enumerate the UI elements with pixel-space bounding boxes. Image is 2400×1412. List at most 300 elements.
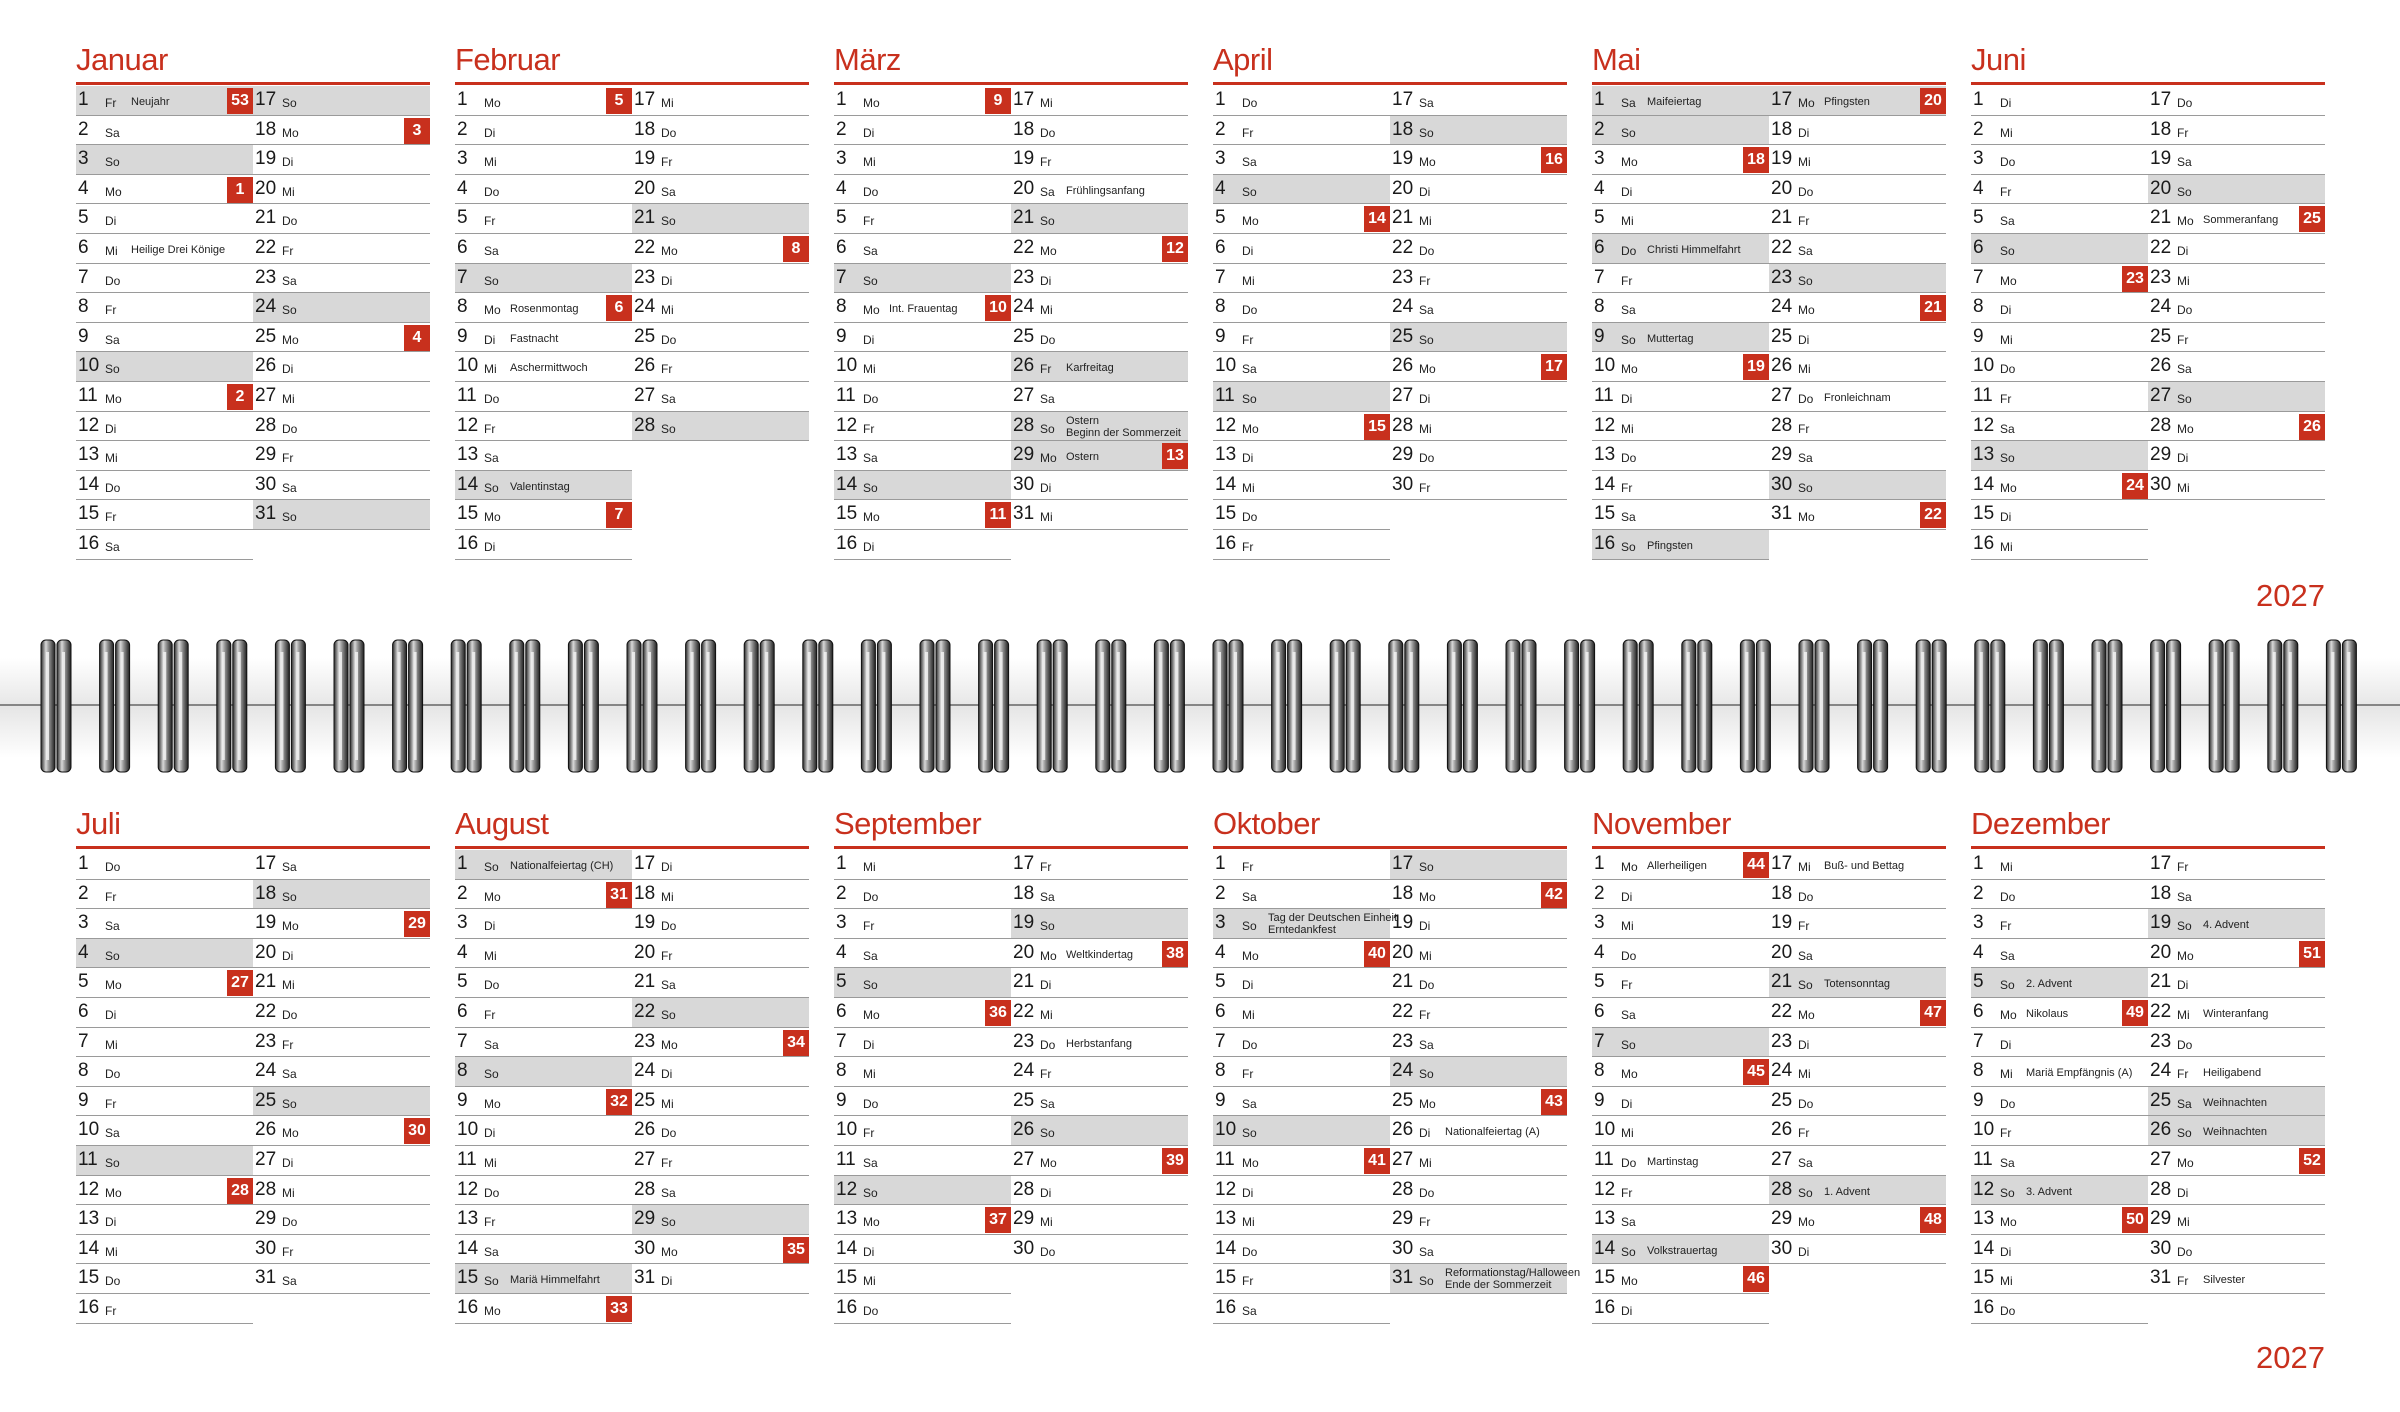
day-number: 16 — [836, 532, 858, 554]
day-row[interactable] — [632, 1028, 809, 1058]
day-number: 20 — [2150, 941, 2172, 963]
day-row[interactable] — [1592, 968, 1769, 998]
day-row[interactable] — [1011, 968, 1188, 998]
day-row[interactable] — [253, 1264, 430, 1294]
weekday: Do — [661, 332, 677, 347]
day-row[interactable] — [834, 1264, 1011, 1294]
week-number-badge: 42 — [1541, 882, 1567, 908]
weekday: Mo — [2000, 480, 2017, 495]
weekday: So — [863, 273, 878, 288]
day-row[interactable] — [76, 998, 253, 1028]
day-row[interactable] — [253, 1176, 430, 1206]
day-number: 28 — [1013, 414, 1035, 436]
weekday: Di — [282, 155, 294, 170]
day-row[interactable] — [76, 1116, 253, 1146]
day-row[interactable] — [253, 1235, 430, 1265]
day-number: 8 — [1973, 1060, 1984, 1082]
day-row[interactable] — [253, 1057, 430, 1087]
day-row[interactable] — [1390, 1176, 1567, 1206]
week-number-badge: 1 — [227, 177, 253, 203]
day-row[interactable] — [1971, 1264, 2148, 1294]
day-row[interactable] — [1213, 1205, 1390, 1235]
day-row[interactable] — [1592, 1235, 1769, 1265]
day-row[interactable] — [76, 1264, 253, 1294]
day-row[interactable] — [834, 850, 1011, 880]
day-row[interactable] — [1592, 850, 1769, 880]
day-row[interactable] — [1011, 1146, 1188, 1176]
day-number: 1 — [1215, 853, 1226, 874]
day-row[interactable] — [253, 1146, 430, 1176]
weekday: Fr — [2000, 184, 2012, 199]
day-number: 22 — [255, 236, 277, 258]
day-row[interactable] — [1592, 1294, 1769, 1324]
day-row[interactable] — [834, 1176, 1011, 1206]
day-row[interactable] — [1971, 1087, 2148, 1117]
day-row[interactable] — [1592, 1087, 1769, 1117]
day-number: 20 — [634, 941, 656, 963]
weekday: So — [1242, 919, 1257, 934]
day-row[interactable] — [2148, 1235, 2325, 1265]
weekday: Fr — [2177, 860, 2189, 874]
day-row[interactable] — [1390, 1087, 1567, 1117]
day-row[interactable] — [632, 850, 809, 880]
day-row[interactable] — [834, 1116, 1011, 1146]
day-row[interactable] — [455, 1087, 632, 1117]
week-number-badge: 21 — [1920, 295, 1946, 321]
weekday: So — [2177, 1126, 2192, 1141]
holiday-line-1: Weihnachten — [2203, 1096, 2268, 1109]
day-row[interactable] — [253, 998, 430, 1028]
weekday: Sa — [863, 948, 878, 963]
day-row[interactable] — [1971, 850, 2148, 880]
day-number: 23 — [255, 266, 277, 288]
day-row[interactable] — [1971, 880, 2148, 910]
day-row[interactable] — [76, 1087, 253, 1117]
day-number: 10 — [836, 355, 858, 377]
day-row[interactable] — [2148, 1205, 2325, 1235]
day-row[interactable] — [76, 968, 253, 998]
weekday: Di — [1242, 978, 1254, 993]
day-row[interactable] — [834, 880, 1011, 910]
day-row[interactable] — [1769, 1087, 1946, 1117]
day-row[interactable] — [455, 998, 632, 1028]
day-row[interactable] — [455, 968, 632, 998]
day-row[interactable] — [1769, 1176, 1946, 1206]
day-number: 4 — [836, 177, 847, 199]
day-row[interactable] — [1592, 1146, 1769, 1176]
day-row[interactable] — [76, 939, 253, 969]
day-row[interactable] — [632, 998, 809, 1028]
day-row[interactable] — [1011, 1235, 1188, 1265]
day-row[interactable] — [1592, 880, 1769, 910]
day-number: 1 — [1215, 89, 1226, 110]
day-row[interactable] — [1769, 850, 1946, 880]
day-row[interactable] — [253, 1116, 430, 1146]
day-row[interactable] — [1769, 1057, 1946, 1087]
day-row[interactable] — [253, 939, 430, 969]
week-number-badge: 36 — [985, 1000, 1011, 1026]
weekday: Do — [1798, 184, 1814, 199]
day-row[interactable] — [2148, 968, 2325, 998]
day-row[interactable] — [76, 1205, 253, 1235]
day-row[interactable] — [632, 880, 809, 910]
day-row[interactable] — [1971, 1028, 2148, 1058]
week-number-badge: 38 — [1162, 941, 1188, 967]
day-row[interactable] — [253, 1028, 430, 1058]
day-row[interactable] — [2148, 1146, 2325, 1176]
weekday: Di — [661, 273, 673, 288]
year-label-top: 2027 — [2256, 578, 2325, 613]
day-number: 5 — [1215, 971, 1226, 993]
weekday: Mo — [1798, 303, 1815, 318]
day-row[interactable] — [1390, 1116, 1567, 1146]
weekday: Mi — [1242, 1215, 1255, 1230]
day-number: 31 — [1771, 503, 1793, 525]
day-row[interactable] — [632, 1057, 809, 1087]
day-row[interactable] — [632, 1116, 809, 1146]
day-row[interactable] — [455, 1294, 632, 1324]
weekday: Mo — [863, 510, 880, 525]
day-row[interactable] — [1011, 939, 1188, 969]
day-number: 22 — [1392, 1000, 1414, 1022]
day-row[interactable] — [1592, 1057, 1769, 1087]
day-row[interactable] — [1769, 909, 1946, 939]
day-number: 5 — [1594, 207, 1605, 229]
holiday-label — [1066, 949, 1133, 961]
week-number-badge: 32 — [606, 1089, 632, 1115]
day-row[interactable] — [1592, 1116, 1769, 1146]
day-row[interactable] — [1011, 850, 1188, 880]
day-row[interactable] — [632, 1264, 809, 1294]
day-row[interactable] — [76, 1176, 253, 1206]
day-row[interactable] — [76, 1028, 253, 1058]
week-number-badge: 6 — [606, 295, 632, 321]
day-row[interactable] — [1213, 1087, 1390, 1117]
day-row[interactable] — [1769, 998, 1946, 1028]
day-row[interactable] — [1971, 1116, 2148, 1146]
day-row[interactable] — [1769, 1028, 1946, 1058]
day-column-1 — [834, 850, 1011, 1324]
day-row[interactable] — [1971, 939, 2148, 969]
day-row[interactable] — [2148, 1176, 2325, 1206]
day-row[interactable] — [1213, 968, 1390, 998]
day-row[interactable] — [253, 909, 430, 939]
day-row[interactable] — [1213, 1057, 1390, 1087]
day-row[interactable] — [1971, 1205, 2148, 1235]
weekday: Mi — [2000, 332, 2013, 347]
day-row[interactable] — [1011, 909, 1188, 939]
week-number-badge: 22 — [1920, 502, 1946, 528]
day-row[interactable] — [455, 1205, 632, 1235]
day-number: 20 — [1771, 941, 1793, 963]
day-number: 29 — [1013, 444, 1035, 466]
weekday: Sa — [1242, 362, 1257, 377]
day-row[interactable] — [1769, 1205, 1946, 1235]
day-row[interactable] — [1971, 909, 2148, 939]
weekday: Di — [282, 362, 294, 377]
day-row[interactable] — [455, 1176, 632, 1206]
day-row[interactable] — [2148, 909, 2325, 939]
day-number: 9 — [1594, 325, 1605, 347]
day-row[interactable] — [1971, 998, 2148, 1028]
weekday: Do — [2000, 1303, 2016, 1318]
weekday: Mi — [1040, 96, 1053, 110]
day-row[interactable] — [1213, 1264, 1390, 1294]
day-row[interactable] — [834, 998, 1011, 1028]
day-row[interactable] — [1971, 1146, 2148, 1176]
day-row[interactable] — [455, 1235, 632, 1265]
weekday: Di — [1242, 451, 1254, 466]
holiday-line-1: Christi Himmelfahrt — [1647, 243, 1741, 256]
day-row[interactable] — [2148, 998, 2325, 1028]
day-number: 19 — [255, 148, 277, 170]
weekday: Fr — [105, 510, 117, 525]
day-number: 13 — [1215, 444, 1237, 466]
week-number-badge: 9 — [985, 88, 1011, 114]
weekday: Di — [1242, 243, 1254, 258]
day-number: 17 — [255, 89, 277, 110]
weekday: Mi — [2177, 273, 2190, 288]
day-row[interactable] — [1213, 1176, 1390, 1206]
day-row[interactable] — [1592, 998, 1769, 1028]
day-row[interactable] — [1769, 1235, 1946, 1265]
day-row[interactable] — [1971, 1235, 2148, 1265]
day-row[interactable] — [1011, 1087, 1188, 1117]
day-row[interactable] — [2148, 1116, 2325, 1146]
day-number: 9 — [457, 325, 468, 347]
day-row[interactable] — [455, 909, 632, 939]
day-row[interactable] — [1592, 1205, 1769, 1235]
day-row[interactable] — [2148, 1087, 2325, 1117]
day-row[interactable] — [1213, 880, 1390, 910]
day-row[interactable] — [1592, 1264, 1769, 1294]
day-row[interactable] — [253, 1087, 430, 1117]
day-number: 20 — [1013, 177, 1035, 199]
weekday: Do — [1242, 1244, 1258, 1259]
day-row[interactable] — [834, 1087, 1011, 1117]
day-number: 5 — [836, 971, 847, 993]
day-row[interactable] — [253, 880, 430, 910]
day-row[interactable] — [834, 939, 1011, 969]
day-row[interactable] — [834, 1235, 1011, 1265]
day-row[interactable] — [1592, 1028, 1769, 1058]
day-row[interactable] — [455, 1057, 632, 1087]
day-number: 27 — [2150, 1148, 2172, 1170]
day-number: 10 — [1215, 1119, 1237, 1141]
day-row[interactable] — [1592, 909, 1769, 939]
day-row[interactable] — [1011, 1057, 1188, 1087]
weekday: Mi — [2000, 1274, 2013, 1289]
holiday-line-1: Karfreitag — [1066, 362, 1114, 375]
weekday: So — [2000, 243, 2015, 258]
day-number: 24 — [1013, 1060, 1035, 1082]
day-row[interactable] — [1390, 1057, 1567, 1087]
day-row[interactable] — [1390, 909, 1567, 939]
day-row[interactable] — [632, 1087, 809, 1117]
weekday: Do — [484, 184, 500, 199]
day-number: 17 — [1392, 89, 1414, 110]
weekday: Fr — [2177, 1067, 2189, 1082]
day-row[interactable] — [455, 880, 632, 910]
day-row[interactable] — [1971, 968, 2148, 998]
day-row[interactable] — [1971, 1294, 2148, 1324]
day-row[interactable] — [1592, 1176, 1769, 1206]
day-row[interactable] — [1011, 1028, 1188, 1058]
day-row[interactable] — [1011, 1116, 1188, 1146]
day-row[interactable] — [1213, 1028, 1390, 1058]
day-row[interactable] — [632, 1235, 809, 1265]
day-row[interactable] — [1213, 1116, 1390, 1146]
day-row[interactable] — [1390, 880, 1567, 910]
day-row[interactable] — [455, 939, 632, 969]
day-row[interactable] — [632, 1205, 809, 1235]
day-row[interactable] — [834, 909, 1011, 939]
day-number: 24 — [255, 1060, 277, 1082]
day-row[interactable] — [253, 1205, 430, 1235]
day-number: 9 — [1215, 1089, 1226, 1111]
day-row[interactable] — [1390, 939, 1567, 969]
weekday: Mi — [661, 889, 674, 904]
day-row[interactable] — [1971, 1176, 2148, 1206]
day-row[interactable] — [632, 1146, 809, 1176]
day-number: 2 — [457, 118, 468, 140]
holiday-line-1: Pfingsten — [1647, 539, 1693, 552]
day-row[interactable] — [1390, 968, 1567, 998]
day-number: 14 — [78, 473, 100, 495]
day-row[interactable] — [1011, 1176, 1188, 1206]
day-number: 23 — [1771, 266, 1793, 288]
day-number: 16 — [1215, 532, 1237, 554]
day-number: 24 — [1392, 1060, 1414, 1082]
day-row[interactable] — [1592, 939, 1769, 969]
day-row[interactable] — [1011, 998, 1188, 1028]
week-number-badge: 26 — [2299, 414, 2325, 440]
day-row[interactable] — [1769, 880, 1946, 910]
weekday: Mo — [2000, 1007, 2017, 1022]
weekday: Mo — [1621, 155, 1638, 170]
weekday: So — [1419, 860, 1434, 874]
day-row[interactable] — [1390, 1235, 1567, 1265]
weekday: Fr — [661, 362, 673, 377]
day-row[interactable] — [834, 1294, 1011, 1324]
day-row[interactable] — [455, 850, 632, 880]
day-row[interactable] — [455, 1028, 632, 1058]
day-row[interactable] — [455, 1116, 632, 1146]
weekday: Sa — [1040, 391, 1055, 406]
holiday-label — [1824, 978, 1890, 990]
day-row[interactable] — [834, 1057, 1011, 1087]
week-number-badge: 10 — [985, 295, 1011, 321]
weekday: Mo — [2000, 273, 2017, 288]
holiday-label — [1647, 860, 1707, 872]
day-row[interactable] — [632, 909, 809, 939]
day-row[interactable] — [76, 1057, 253, 1087]
day-row[interactable] — [2148, 939, 2325, 969]
day-row[interactable] — [1011, 880, 1188, 910]
day-row[interactable] — [76, 850, 253, 880]
day-row[interactable] — [1390, 850, 1567, 880]
day-number: 18 — [1392, 882, 1414, 904]
day-row[interactable] — [76, 880, 253, 910]
day-row[interactable] — [253, 850, 430, 880]
weekday: Mo — [1419, 155, 1436, 170]
day-row[interactable] — [632, 1176, 809, 1206]
day-row[interactable] — [632, 968, 809, 998]
day-row[interactable] — [76, 1235, 253, 1265]
holiday-line-1: Maifeiertag — [1647, 96, 1702, 108]
day-number: 5 — [1215, 207, 1226, 229]
day-row[interactable] — [253, 968, 430, 998]
day-row[interactable] — [1213, 1235, 1390, 1265]
day-row[interactable] — [1769, 1116, 1946, 1146]
day-row[interactable] — [1213, 939, 1390, 969]
day-number: 2 — [1215, 882, 1226, 904]
day-row[interactable] — [834, 1146, 1011, 1176]
day-number: 8 — [1215, 296, 1226, 318]
day-row[interactable] — [2148, 1057, 2325, 1087]
day-row[interactable] — [1390, 1028, 1567, 1058]
day-number: 12 — [1215, 414, 1237, 436]
day-row[interactable] — [834, 1205, 1011, 1235]
day-row[interactable] — [2148, 850, 2325, 880]
day-row[interactable] — [2148, 1028, 2325, 1058]
day-row[interactable] — [1213, 998, 1390, 1028]
day-row[interactable] — [1390, 1264, 1581, 1294]
day-row[interactable] — [834, 968, 1011, 998]
day-number: 19 — [1392, 148, 1414, 170]
day-row[interactable] — [1769, 1146, 1946, 1176]
day-row[interactable] — [1390, 1146, 1567, 1176]
weekday: Do — [863, 1303, 879, 1318]
day-row[interactable] — [1769, 968, 1946, 998]
day-number: 26 — [1771, 355, 1793, 377]
weekday: Do — [1419, 451, 1435, 466]
day-row[interactable] — [1971, 1057, 2148, 1087]
day-number: 15 — [836, 1267, 858, 1289]
day-row[interactable] — [1213, 1294, 1390, 1324]
day-number: 16 — [78, 532, 100, 554]
day-row[interactable] — [1390, 1205, 1567, 1235]
day-number: 27 — [1392, 1148, 1414, 1170]
day-row[interactable] — [2148, 880, 2325, 910]
day-row[interactable] — [76, 909, 253, 939]
day-row[interactable] — [76, 1294, 253, 1324]
day-row[interactable] — [76, 1146, 253, 1176]
day-row[interactable] — [455, 1146, 632, 1176]
day-row[interactable] — [632, 939, 809, 969]
day-row[interactable] — [1213, 909, 1398, 939]
weekday: Fr — [1040, 1067, 1052, 1082]
holiday-label — [2203, 919, 2249, 931]
day-number: 3 — [1215, 912, 1226, 934]
weekday: Fr — [105, 96, 117, 110]
day-row[interactable] — [1011, 1205, 1188, 1235]
day-number: 11 — [457, 1148, 477, 1170]
day-row[interactable] — [455, 1264, 632, 1294]
day-number: 20 — [1771, 177, 1793, 199]
day-number: 30 — [255, 1237, 277, 1259]
day-number: 10 — [1594, 355, 1616, 377]
weekday: Mo — [105, 978, 122, 993]
weekday: Sa — [484, 1037, 499, 1052]
day-row[interactable] — [834, 1028, 1011, 1058]
day-row[interactable] — [1390, 998, 1567, 1028]
day-row[interactable] — [1769, 939, 1946, 969]
weekday: Mo — [1040, 451, 1057, 466]
day-row[interactable] — [1213, 850, 1390, 880]
day-row[interactable] — [1213, 1146, 1390, 1176]
day-row[interactable] — [2148, 1264, 2325, 1294]
